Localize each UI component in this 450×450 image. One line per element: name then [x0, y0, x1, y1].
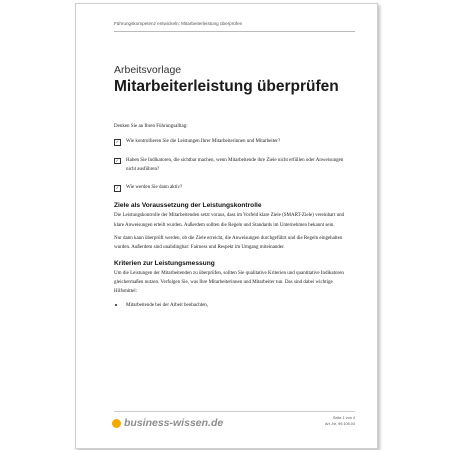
header-divider: [114, 31, 355, 32]
section-paragraph: Nur dann kann überprüft werden, ob die Ziele erreicht, die Anweisungen durchgeführt und die Regeln eingehalten wurden. Außerdem sind unabdingbar: Fairness und Respekt im Umgang miteinander.: [114, 236, 343, 251]
section-heading-criteria: Kriterien zur Leistungsmessung: [114, 259, 215, 267]
checked-box-icon: ✓: [115, 157, 119, 163]
bullet-icon: [115, 304, 117, 306]
footer-divider: [114, 411, 355, 412]
section-heading-goals: Ziele als Voraussetzung der Leistungskontrolle: [114, 202, 262, 210]
checked-box-icon: ✓: [115, 185, 119, 191]
section-paragraph: Um die Leistungen der Mitarbeitenden zu überprüfen, sollten Sie qualitative Kriterien und quantitative Indikatoren gleichermaßen nutzen. Verfolgen Sie, was Ihre Mitarbeiterinnen und Mitarbeiter tun. Das sind dabei wichtige Hilfsmittel:: [114, 270, 344, 295]
list-item-text: Mitarbeitende bei der Arbeit beobachten,: [126, 302, 209, 308]
checklist-item: [114, 183, 352, 192]
brand-logo: [112, 417, 223, 429]
document-body: [114, 122, 352, 310]
intro-text: Denken Sie an Ihren Führungsalltag:: [114, 124, 188, 129]
brand-dot-icon: [112, 419, 121, 428]
document-page: [75, 3, 378, 449]
checklist-item-text: Haben Sie Indikatoren, die sichtbar machen, wenn Mitarbeitende ihre Ziele nicht erfüllen oder Anweisungen nicht ausführen?: [126, 157, 344, 172]
footer-meta: [325, 415, 355, 427]
running-header: Führungskompetenz entwickeln: Mitarbeiterleistung überprüfen: [114, 21, 243, 26]
checklist-item: [114, 137, 352, 146]
question-checklist: [114, 137, 352, 192]
tools-list: [114, 301, 352, 310]
checklist-item-text: Wie kontrollieren Sie die Leistungen Ihrer Mitarbeiterinnen und Mitarbeiter?: [126, 139, 281, 145]
document-title: Mitarbeiterleistung überprüfen: [114, 78, 339, 95]
checklist-item: [114, 156, 352, 175]
list-item: [114, 301, 352, 310]
page-number: Seite 1 von 4: [332, 416, 355, 420]
checked-box-icon: ✓: [115, 139, 119, 145]
article-number: Art.-Nr. 99.105.04: [325, 422, 355, 426]
section-paragraph: Die Leistungskontrolle der Mitarbeitenden setzt voraus, dass im Vorfeld klare Ziele (SMART-Ziele) vereinbart und klare Anweisungen erteilt wurden. Außerdem sollten die Regeln und Standards im Unternehmen bekannt sein.: [114, 213, 345, 228]
brand-name: business-wissen.de: [124, 417, 224, 429]
document-kind: Arbeitsvorlage: [114, 64, 182, 76]
checklist-item-text: Wie werden Sie dann aktiv?: [126, 185, 183, 191]
